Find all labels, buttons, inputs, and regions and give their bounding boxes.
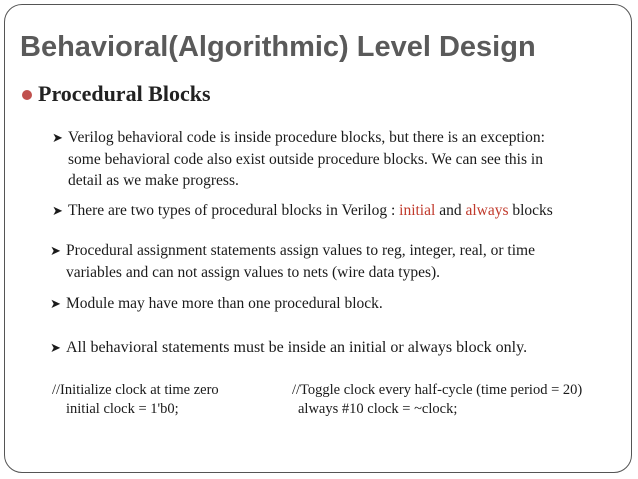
bullet-point-2 [52,200,608,222]
bullet-point-5-text: All behavioral statements must be inside an initial or always block only. [66,339,528,356]
bullet-point-1 [52,127,568,192]
bullet-point-3-text: Procedural assignment statements assign values to reg, integer, real, or time variables and can not assign values to nets (wire data types). [66,242,535,281]
bullet-point-2-mid: and [435,202,466,219]
bullet-point-4 [50,293,586,315]
bullet-point-5 [50,337,606,359]
code-statement-always: always #10 clock = ~clock; [298,401,458,417]
section-heading [38,81,211,107]
code-block-initial [52,381,219,419]
keyword-always: always [465,202,509,219]
bullet-dot-icon [22,90,32,100]
keyword-initial: initial [399,202,436,219]
arrow-bullet-icon: ➤ [50,296,61,311]
arrow-bullet-icon: ➤ [50,243,61,258]
bullet-point-1-text: Verilog behavioral code is inside procedure blocks, but there is an exception: some behavioral code also exist outside procedure blocks. We can see this in detail as we make progress. [68,129,545,189]
code-comment-always: //Toggle clock every half-cycle (time period = 20) [292,382,583,398]
bullet-point-2-suffix: blocks [508,202,553,219]
bullet-point-3 [50,240,556,283]
code-comment-initial: //Initialize clock at time zero [52,382,219,398]
bullet-point-4-text: Module may have more than one procedural block. [66,295,383,312]
bullet-point-2-prefix: There are two types of procedural blocks in Verilog : [68,202,400,219]
arrow-bullet-icon: ➤ [50,340,61,355]
slide-title: Behavioral(Algorithmic) Level Design [20,31,536,63]
section-heading-text: Procedural Blocks [38,81,211,106]
code-statement-initial: initial clock = 1'b0; [66,401,179,417]
arrow-bullet-icon: ➤ [52,130,63,145]
arrow-bullet-icon: ➤ [52,203,63,218]
code-block-always [292,381,582,419]
